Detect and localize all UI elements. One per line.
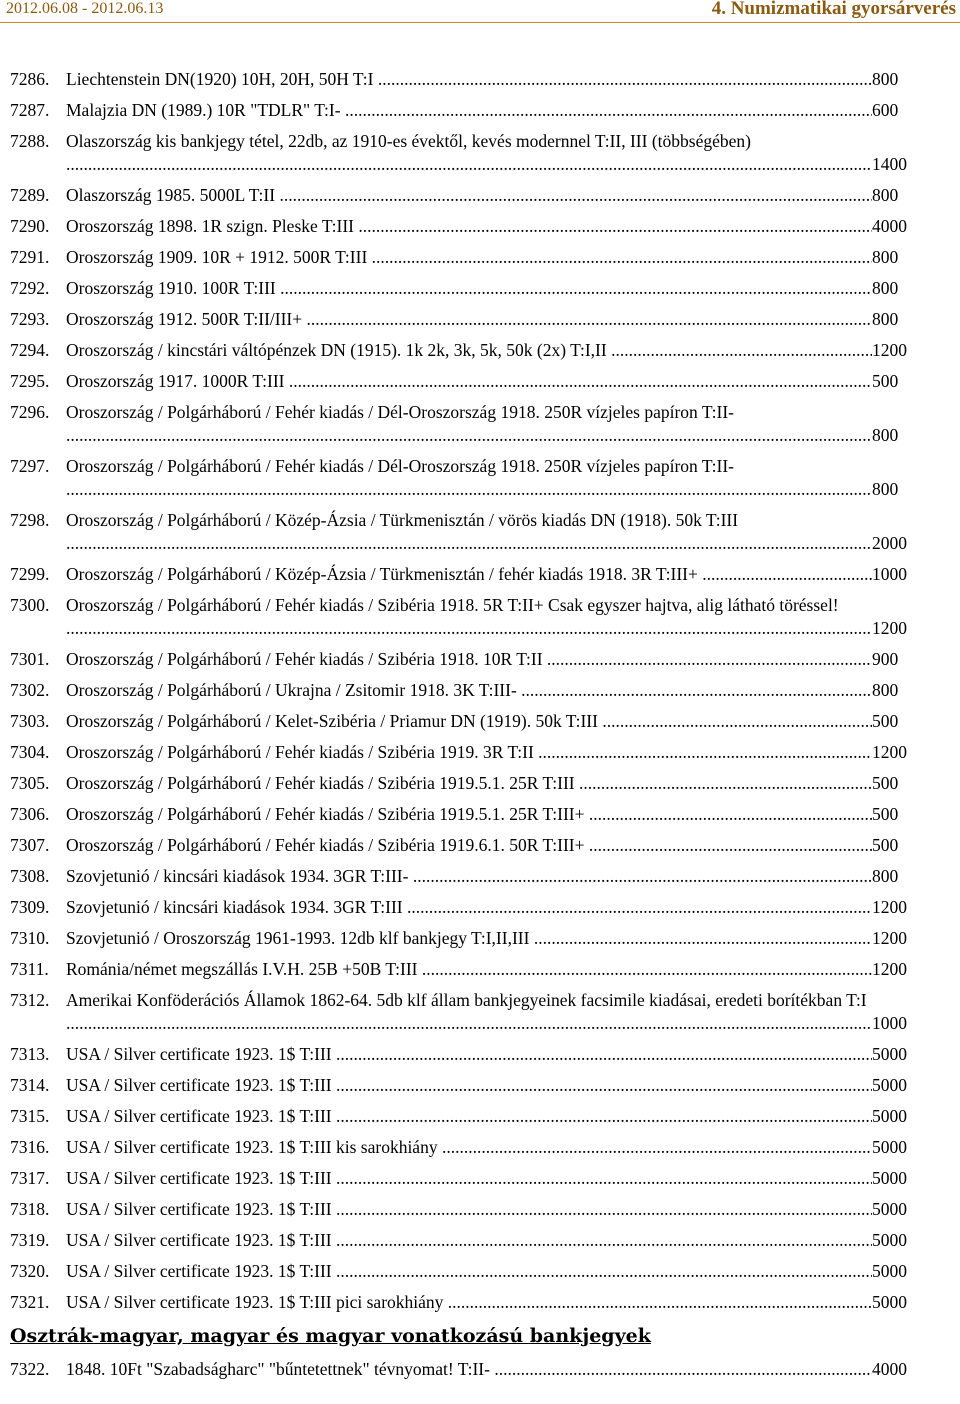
- header-rule: [0, 22, 960, 23]
- lot-row: [0, 180, 960, 211]
- lot-description: USA / Silver certificate 1923. 1$ T:III pici sarokhiány .....: [66, 1287, 872, 1318]
- lot-row: [0, 505, 960, 559]
- lot-number: 7298.: [10, 510, 50, 530]
- lot-number: 7302.: [10, 680, 50, 700]
- lot-number: 7289.: [10, 185, 50, 205]
- lot-price: 5000: [872, 1101, 907, 1132]
- lot-row: [0, 397, 960, 451]
- lot-row: [0, 799, 960, 830]
- lot-description: Oroszország / Polgárháború / Fehér kiadás / Szibéria 1918. 5R T:II+ Csak egyszer hajtva, alig látható töréssel! .....: [66, 594, 872, 640]
- lot-description: USA / Silver certificate 1923. 1$ T:III .....: [66, 1039, 872, 1070]
- lot-number: 7287.: [10, 100, 50, 120]
- lot-description: USA / Silver certificate 1923. 1$ T:III kis sarokhiány .....: [66, 1132, 872, 1163]
- lot-row: [0, 95, 960, 126]
- lot-number: 7297.: [10, 456, 50, 476]
- lot-price: 500: [872, 830, 898, 861]
- lot-price: 5000: [872, 1256, 907, 1287]
- lot-price: 4000: [872, 1354, 907, 1385]
- lot-number: 7288.: [10, 131, 50, 151]
- lot-price: 800: [872, 273, 898, 304]
- lot-number: 7305.: [10, 773, 50, 793]
- lot-row: [0, 737, 960, 768]
- lot-price: 500: [872, 768, 898, 799]
- lot-description: Oroszország / Polgárháború / Fehér kiadás / Szibéria 1919.5.1. 25R T:III .....: [66, 768, 872, 799]
- lot-row: [0, 1287, 960, 1318]
- lot-number: 7291.: [10, 247, 50, 267]
- lot-description: Oroszország / Polgárháború / Kelet-Szibéria / Priamur DN (1919). 50k T:III .....: [66, 706, 872, 737]
- lot-number: 7314.: [10, 1075, 50, 1095]
- lot-number: 7321.: [10, 1292, 50, 1312]
- lot-price: 800: [872, 474, 898, 505]
- date-range: 2012.06.08 - 2012.06.13: [6, 0, 164, 17]
- lot-description: USA / Silver certificate 1923. 1$ T:III .....: [66, 1070, 872, 1101]
- lot-row: [0, 1163, 960, 1194]
- lot-description: Oroszország 1910. 100R T:III .....: [66, 273, 872, 304]
- lot-description: 1848. 10Ft "Szabadságharc" "bűntetettnek" tévnyomat! T:II- .....: [66, 1354, 872, 1385]
- lot-price: 800: [872, 420, 898, 451]
- lot-number: 7303.: [10, 711, 50, 731]
- lot-number: 7311.: [10, 959, 49, 979]
- lot-description: Oroszország 1912. 500R T:II/III+ .....: [66, 304, 872, 335]
- page-header: [0, 0, 960, 22]
- lot-number: 7307.: [10, 835, 50, 855]
- lot-row: [0, 768, 960, 799]
- lot-description: Amerikai Konföderációs Államok 1862-64. 5db klf állam bankjegyeinek facsimile kiadásai, eredeti borítékban T:I .....: [66, 989, 872, 1035]
- lots-container: [0, 64, 960, 1318]
- lot-price: 800: [872, 64, 898, 95]
- lot-description: Oroszország / Polgárháború / Fehér kiadás / Szibéria 1919.6.1. 50R T:III+ .....: [66, 830, 872, 861]
- lot-row: [0, 675, 960, 706]
- lot-row: [0, 985, 960, 1039]
- lot-price: 1200: [872, 954, 907, 985]
- lot-price: 600: [872, 95, 898, 126]
- lot-row: [0, 242, 960, 273]
- lot-price: 500: [872, 706, 898, 737]
- lot-number: 7313.: [10, 1044, 50, 1064]
- lot-description: Oroszország / Polgárháború / Ukrajna / Zsitomir 1918. 3K T:III- .....: [66, 675, 872, 706]
- lot-description: Oroszország 1898. 1R szign. Pleske T:III .....: [66, 211, 872, 242]
- lot-description: Szovjetunió / kincsári kiadások 1934. 3GR T:III- .....: [66, 861, 872, 892]
- lot-row: [0, 892, 960, 923]
- lot-number: 7310.: [10, 928, 50, 948]
- lot-description: Oroszország / Polgárháború / Közép-Ázsia / Türkmenisztán / vörös kiadás DN (1918). 50k T:III .....: [66, 509, 872, 555]
- lot-row: [0, 126, 960, 180]
- lot-row: [0, 830, 960, 861]
- lot-row: [0, 590, 960, 644]
- lot-price: 900: [872, 644, 898, 675]
- lot-number: 7299.: [10, 564, 50, 584]
- lot-description: Oroszország / Polgárháború / Fehér kiadás / Szibéria 1919.5.1. 25R T:III+ .....: [66, 799, 872, 830]
- lot-description: Oroszország / Polgárháború / Fehér kiadás / Szibéria 1918. 10R T:II .....: [66, 644, 872, 675]
- lot-number: 7286.: [10, 69, 50, 89]
- lot-price: 500: [872, 366, 898, 397]
- lot-price: 1200: [872, 335, 907, 366]
- lot-number: 7294.: [10, 340, 50, 360]
- lot-row: [0, 644, 960, 675]
- lot-number: 7296.: [10, 402, 50, 422]
- lot-description: Oroszország / Polgárháború / Fehér kiadás / Dél-Oroszország 1918. 250R vízjeles papíron T:II- .....: [66, 401, 872, 447]
- section-title: Osztrák-magyar, magyar és magyar vonatkozású bankjegyek: [10, 1325, 651, 1347]
- lot-description: Malajzia DN (1989.) 10R "TDLR" T:I- .....: [66, 95, 872, 126]
- lot-price: 5000: [872, 1287, 907, 1318]
- lot-description: Olaszország 1985. 5000L T:II .....: [66, 180, 872, 211]
- lot-row: [0, 1132, 960, 1163]
- lot-row: [0, 559, 960, 590]
- lot-price: 800: [872, 861, 898, 892]
- lot-row: [0, 1039, 960, 1070]
- auction-title: 4. Numizmatikai gyorsárverés: [711, 0, 956, 19]
- lot-description: USA / Silver certificate 1923. 1$ T:III .....: [66, 1101, 872, 1132]
- lot-number: 7318.: [10, 1199, 50, 1219]
- lot-description: USA / Silver certificate 1923. 1$ T:III .....: [66, 1194, 872, 1225]
- lot-price: 800: [872, 304, 898, 335]
- lot-description: Románia/német megszállás I.V.H. 25B +50B T:III .....: [66, 954, 872, 985]
- lot-number: 7319.: [10, 1230, 50, 1250]
- lot-row: [0, 1101, 960, 1132]
- lot-number: 7317.: [10, 1168, 50, 1188]
- lot-price: 500: [872, 799, 898, 830]
- lot-number: 7322.: [10, 1359, 50, 1379]
- lot-price: 800: [872, 242, 898, 273]
- lot-price: 800: [872, 180, 898, 211]
- lot-price: 1200: [872, 923, 907, 954]
- lot-description: Oroszország / Polgárháború / Fehér kiadás / Dél-Oroszország 1918. 250R vízjeles papíron T:II- .....: [66, 455, 872, 501]
- lot-number: 7309.: [10, 897, 50, 917]
- lot-price: 1000: [872, 559, 907, 590]
- lot-price: 1000: [872, 1008, 907, 1039]
- lot-description: Oroszország / kincstári váltópénzek DN (1915). 1k 2k, 3k, 5k, 50k (2x) T:I,II .....: [66, 335, 872, 366]
- lot-list: [0, 64, 960, 1385]
- lot-price: 5000: [872, 1132, 907, 1163]
- lot-number: 7304.: [10, 742, 50, 762]
- lot-number: 7308.: [10, 866, 50, 886]
- lot-description: Oroszország / Polgárháború / Fehér kiadás / Szibéria 1919. 3R T:II .....: [66, 737, 872, 768]
- lot-number: 7295.: [10, 371, 50, 391]
- lot-row: [0, 1194, 960, 1225]
- lot-row: [0, 1225, 960, 1256]
- lot-price: 5000: [872, 1070, 907, 1101]
- lot-price: 1200: [872, 892, 907, 923]
- lot-number: 7301.: [10, 649, 50, 669]
- lot-price: 1200: [872, 613, 907, 644]
- lot-row: [0, 64, 960, 95]
- lot-description: USA / Silver certificate 1923. 1$ T:III .....: [66, 1163, 872, 1194]
- lot-row: [0, 1354, 960, 1385]
- lot-number: 7312.: [10, 990, 50, 1010]
- lot-description: Szovjetunió / Oroszország 1961-1993. 12db klf bankjegy T:I,II,III .....: [66, 923, 872, 954]
- lot-price: 1400: [872, 149, 907, 180]
- lot-number: 7300.: [10, 595, 50, 615]
- lot-row: [0, 273, 960, 304]
- lot-row: [0, 366, 960, 397]
- lot-number: 7315.: [10, 1106, 50, 1126]
- lot-row: [0, 1070, 960, 1101]
- lot-description: Liechtenstein DN(1920) 10H, 20H, 50H T:I .....: [66, 64, 872, 95]
- lot-price: 2000: [872, 528, 907, 559]
- lot-number: 7293.: [10, 309, 50, 329]
- lot-description: USA / Silver certificate 1923. 1$ T:III .....: [66, 1256, 872, 1287]
- lot-description: Oroszország 1917. 1000R T:III .....: [66, 366, 872, 397]
- lot-description: Oroszország 1909. 10R + 1912. 500R T:III .....: [66, 242, 872, 273]
- lot-row: [0, 861, 960, 892]
- lot-description: Szovjetunió / kincsári kiadások 1934. 3GR T:III .....: [66, 892, 872, 923]
- lot-price: 5000: [872, 1225, 907, 1256]
- lot-number: 7290.: [10, 216, 50, 236]
- lot-row: [0, 335, 960, 366]
- lot-row: [0, 1256, 960, 1287]
- lot-price: 5000: [872, 1194, 907, 1225]
- lot-price: 5000: [872, 1039, 907, 1070]
- lot-number: 7320.: [10, 1261, 50, 1281]
- lot-row: [0, 304, 960, 335]
- lot-number: 7292.: [10, 278, 50, 298]
- lot-description: Olaszország kis bankjegy tétel, 22db, az 1910-es évektől, kevés modernnel T:II, III (többségében) .....: [66, 130, 872, 176]
- section-lots-container: [0, 1354, 960, 1385]
- lot-row: [0, 451, 960, 505]
- lot-price: 4000: [872, 211, 907, 242]
- lot-price: 800: [872, 675, 898, 706]
- lot-number: 7306.: [10, 804, 50, 824]
- lot-row: [0, 923, 960, 954]
- lot-row: [0, 954, 960, 985]
- lot-description: USA / Silver certificate 1923. 1$ T:III .....: [66, 1225, 872, 1256]
- lot-number: 7316.: [10, 1137, 50, 1157]
- lot-description: Oroszország / Polgárháború / Közép-Ázsia / Türkmenisztán / fehér kiadás 1918. 3R T:III+ .....: [66, 559, 872, 590]
- lot-row: [0, 211, 960, 242]
- lot-price: 1200: [872, 737, 907, 768]
- lot-row: [0, 706, 960, 737]
- lot-price: 5000: [872, 1163, 907, 1194]
